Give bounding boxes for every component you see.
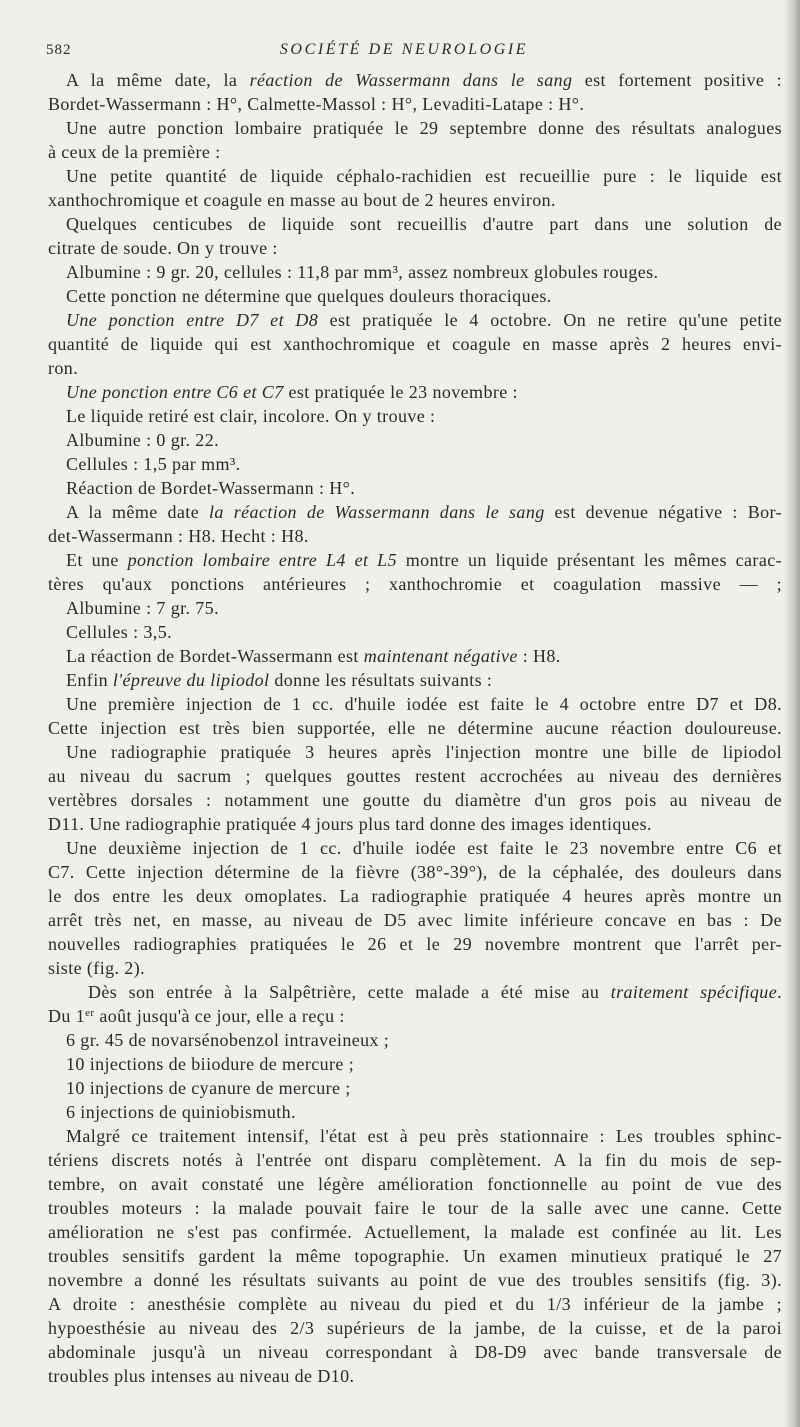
text-run: Dès son entrée à la Salpêtrière, cette malade a été mise au	[88, 982, 611, 1002]
text-run: Une première injection de 1 cc. d'huile iodée est faite le 4 octobre entre D7 et D8.	[66, 694, 782, 714]
text-line	[48, 764, 782, 788]
running-title: SOCIÉTÉ DE NEUROLOGIE	[279, 41, 529, 58]
text-line	[48, 1292, 782, 1316]
italic-text-run: l'épreuve du lipiodol	[112, 670, 270, 690]
text-run: xanthochromique et coagule en masse au bout de 2 heures environ.	[48, 190, 556, 210]
text-run: Cette injection est très bien supportée, elle ne détermine aucune réaction douloureuse.	[48, 718, 782, 738]
text-line	[48, 284, 782, 308]
text-run: au niveau du sacrum ; quelques gouttes restent accrochées au niveau des dernières	[48, 766, 782, 786]
text-run: nouvelles radiographies pratiquées le 26 et le 29 novembre montrent que l'arrêt per-	[48, 934, 782, 954]
text-line	[48, 788, 782, 812]
italic-text-run: traitement spécifique	[610, 982, 778, 1002]
text-run: det-Wassermann : H8. Hecht : H8.	[48, 526, 309, 546]
text-line	[48, 644, 782, 668]
text-run: Malgré ce traitement intensif, l'état est à peu près stationnaire : Les troubles sphinc-	[66, 1126, 782, 1146]
text-run: La réaction de Bordet-Wassermann est	[66, 646, 364, 666]
article-body	[48, 68, 782, 1388]
text-run: Le liquide retiré est clair, incolore. On y trouve :	[66, 406, 436, 426]
text-run: amélioration ne s'est pas confirmée. Actuellement, la malade est confinée au lit. Les	[48, 1222, 782, 1242]
text-line	[48, 932, 782, 956]
text-run: vertèbres dorsales : notamment une goutte du diamètre d'un gros pois au niveau de	[48, 790, 782, 810]
text-line	[48, 1196, 782, 1220]
text-run: Enfin	[66, 670, 113, 690]
page-edge-shadow	[784, 0, 800, 1427]
text-line	[48, 524, 782, 548]
text-line	[48, 1004, 782, 1028]
text-run: ron.	[48, 358, 79, 378]
text-line	[48, 1268, 782, 1292]
text-line	[48, 1100, 782, 1124]
text-line	[48, 1340, 782, 1364]
text-run: Albumine : 9 gr. 20, cellules : 11,8 par mm³, assez nombreux globules rouges.	[66, 262, 659, 282]
text-line	[48, 308, 782, 332]
text-run: C7. Cette injection détermine de la fièvre (38°-39°), de la céphalée, des douleurs dans	[48, 862, 782, 882]
text-line	[48, 620, 782, 644]
text-run: Albumine : 7 gr. 75.	[66, 598, 219, 618]
text-run: tères qu'aux ponctions antérieures ; xanthochromie et coagulation massive — ;	[48, 574, 782, 594]
text-run: Une deuxième injection de 1 cc. d'huile iodée est faite le 23 novembre entre C6 et	[66, 838, 782, 858]
text-run: troubles moteurs : la malade pouvait faire le tour de la salle avec une canne. Cette	[48, 1198, 782, 1218]
text-line	[48, 548, 782, 572]
text-line	[48, 452, 782, 476]
text-run: D11. Une radiographie pratiquée 4 jours plus tard donne des images identiques.	[48, 814, 652, 834]
text-run: Une petite quantité de liquide céphalo-rachidien est recueillie pure : le liquide est	[66, 166, 782, 186]
text-run: A droite : anesthésie complète au niveau du pied et du 1/3 inférieur de la jambe ;	[48, 1294, 782, 1314]
text-run: Cellules : 3,5.	[66, 622, 172, 642]
text-line	[48, 956, 782, 980]
text-line	[48, 740, 782, 764]
text-run: abdominale jusqu'à un niveau correspondant à D8-D9 avec bande transversale de	[48, 1342, 782, 1362]
text-line	[48, 692, 782, 716]
text-run: A la même date	[66, 502, 210, 522]
text-run: Cellules : 1,5 par mm³.	[66, 454, 241, 474]
text-line	[48, 836, 782, 860]
page-number: 582	[46, 42, 72, 58]
text-run: à ceux de la première :	[48, 142, 221, 162]
text-run: Albumine : 0 gr. 22.	[66, 430, 219, 450]
text-line	[48, 1148, 782, 1172]
text-line	[48, 380, 782, 404]
text-run: 10 injections de cyanure de mercure ;	[66, 1078, 351, 1098]
text-run: novembre a donné les résultats suivants au point de vue des troubles sensitifs (fig. 3).	[48, 1270, 782, 1290]
text-run: arrêt très net, en masse, au niveau de D5 avec limite inférieure concave en bas : De	[48, 910, 782, 930]
text-run: 6 injections de quiniobismuth.	[66, 1102, 296, 1122]
text-line	[48, 500, 782, 524]
text-line	[48, 1244, 782, 1268]
text-run: Quelques centicubes de liquide sont recueillis d'autre part dans une solution de	[66, 214, 782, 234]
text-line	[48, 404, 782, 428]
italic-text-run: réaction de Wassermann dans le sang	[249, 70, 573, 90]
text-line	[48, 1028, 782, 1052]
text-run: troubles plus intenses au niveau de D10.	[48, 1366, 355, 1386]
superscript-text: er	[85, 1007, 95, 1019]
text-run: est pratiquée le 23 novembre :	[283, 382, 518, 402]
text-run: : H8.	[517, 646, 561, 666]
text-line	[48, 356, 782, 380]
text-run: Et une	[66, 550, 128, 570]
text-line	[48, 68, 782, 92]
text-run: donne les résultats suivants :	[269, 670, 493, 690]
text-run: Du 1	[48, 1006, 86, 1026]
text-run: tériens discrets notés à l'entrée ont disparu complètement. A la fin du mois de sep-	[48, 1150, 782, 1170]
text-line	[48, 884, 782, 908]
text-run: montre un liquide présentant les mêmes carac-	[396, 550, 782, 570]
text-run: .	[777, 982, 782, 1002]
text-line	[48, 572, 782, 596]
text-run: tembre, on avait constaté une légère amélioration fonctionnelle au point de vue des	[48, 1174, 782, 1194]
text-run: citrate de soude. On y trouve :	[48, 238, 278, 258]
italic-text-run: ponction lombaire entre L4 et L5	[127, 550, 397, 570]
text-run: août jusqu'à ce jour, elle a reçu :	[94, 1006, 345, 1026]
text-line	[48, 1052, 782, 1076]
text-run: Une autre ponction lombaire pratiquée le 29 septembre donne des résultats analogues	[66, 118, 782, 138]
text-line	[48, 908, 782, 932]
text-run: quantité de liquide qui est xanthochromique et coagule en masse après 2 heures envi-	[48, 334, 782, 354]
text-line	[48, 332, 782, 356]
text-line	[48, 1076, 782, 1100]
text-run: est fortement positive :	[572, 70, 783, 90]
text-run: est devenue négative : Bor-	[544, 502, 782, 522]
text-line	[48, 236, 782, 260]
italic-text-run: maintenant négative	[363, 646, 518, 666]
text-run: hypoesthésie au niveau des 2/3 supérieurs de la jambe, de la cuisse, et de la paroi	[48, 1318, 782, 1338]
text-run: 10 injections de biiodure de mercure ;	[66, 1054, 355, 1074]
text-line	[48, 164, 782, 188]
italic-text-run: la réaction de Wassermann dans le sang	[209, 502, 545, 522]
text-line	[48, 212, 782, 236]
text-line	[48, 1220, 782, 1244]
italic-text-run: Une ponction entre C6 et C7	[66, 382, 284, 402]
text-line	[48, 1316, 782, 1340]
text-line	[48, 428, 782, 452]
text-run: Une radiographie pratiquée 3 heures après l'injection montre une bille de lipiodol	[66, 742, 782, 762]
text-line	[48, 116, 782, 140]
text-run: Réaction de Bordet-Wassermann : H°.	[66, 478, 356, 498]
text-line	[48, 668, 782, 692]
text-run: troubles sensitifs gardent la même topographie. Un examen minutieux pratiqué le 27	[48, 1246, 782, 1266]
text-run: est pratiquée le 4 octobre. On ne retire qu'une petite	[318, 310, 783, 330]
text-line	[48, 596, 782, 620]
text-line	[48, 1172, 782, 1196]
text-line	[48, 980, 782, 1004]
text-run: siste (fig. 2).	[48, 958, 145, 978]
text-line	[48, 1124, 782, 1148]
text-run: le dos entre les deux omoplates. La radiographie pratiquée 4 heures après montre un	[48, 886, 782, 906]
italic-text-run: Une ponction entre D7 et D8	[66, 310, 319, 330]
text-line	[48, 860, 782, 884]
text-run: Bordet-Wassermann : H°, Calmette-Massol : H°, Levaditi-Latape : H°.	[48, 94, 585, 114]
text-line	[48, 1364, 782, 1388]
text-line	[48, 812, 782, 836]
text-line	[48, 716, 782, 740]
text-run: 6 gr. 45 de novarsénobenzol intraveineux ;	[66, 1030, 390, 1050]
text-run: A la même date, la	[66, 70, 250, 90]
text-line	[48, 140, 782, 164]
text-line	[48, 188, 782, 212]
text-run: Cette ponction ne détermine que quelques douleurs thoraciques.	[66, 286, 552, 306]
text-line	[48, 92, 782, 116]
text-line	[48, 476, 782, 500]
text-line	[48, 260, 782, 284]
